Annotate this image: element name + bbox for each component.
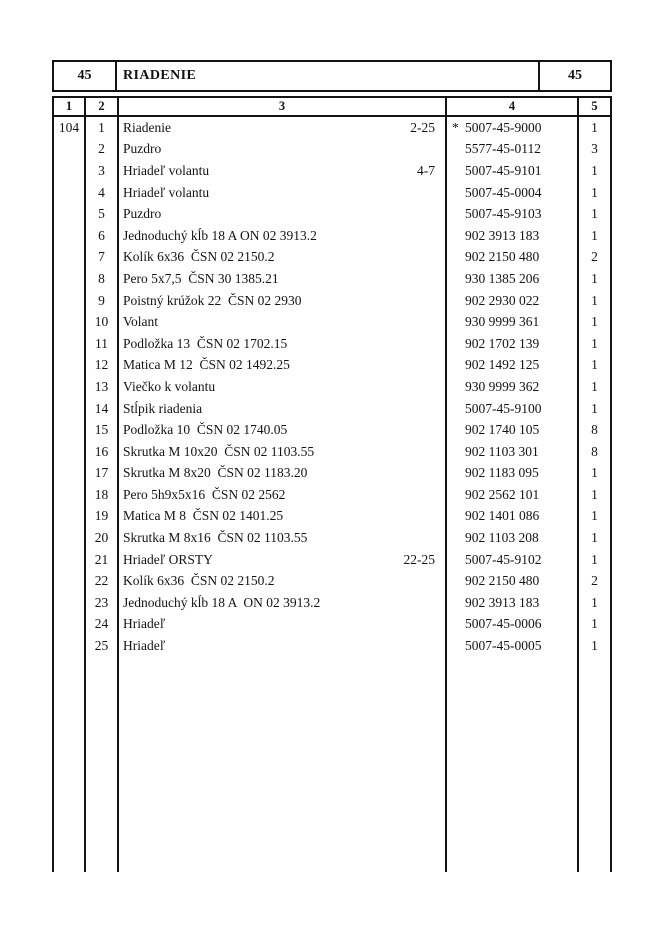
quantity-cell [579,657,610,872]
quantity-cell [579,398,610,420]
part-number: 930 1385 206 [465,270,540,286]
part-number: 5007-45-9102 [465,551,542,567]
table-number-cell [54,463,86,485]
table-number-cell [54,398,86,420]
part-number: 902 1103 208 [465,530,539,546]
position-number: 24 [94,616,109,632]
table-row [54,635,610,657]
asterisk-marker: * [452,119,459,135]
quantity-cell [579,570,610,592]
position-cell [86,182,119,204]
part-number: 902 2930 022 [465,292,540,308]
table-number-cell [54,549,86,571]
part-number: 902 1492 125 [465,357,540,373]
quantity: 1 [591,638,598,654]
part-number: 902 3913 183 [465,227,540,243]
quantity: 1 [591,530,598,546]
position-cell [86,117,119,139]
quantity: 1 [591,508,598,524]
quantity-cell [579,506,610,528]
quantity-cell [579,225,610,247]
table-row [54,570,610,592]
part-number: 902 1103 301 [465,443,539,459]
table-number-cell [54,139,86,161]
description-cell [119,506,447,528]
description-cell [119,614,447,636]
table-row [54,290,610,312]
quantity-cell [579,614,610,636]
part-number: 902 1702 139 [465,335,540,351]
description-cell [119,311,447,333]
part-number-cell [447,117,579,139]
quantity: 1 [591,335,598,351]
reference-range: 2-25 [410,119,435,135]
part-description: Stĺpik riadenia [123,400,203,416]
part-description: Hriadeľ volantu [123,162,210,178]
part-number-cell [447,225,579,247]
quantity-cell [579,484,610,506]
part-number-cell [447,549,579,571]
quantity: 1 [591,184,598,200]
part-number: 5007-45-9101 [465,162,542,178]
position-number: 15 [94,422,109,438]
description-cell [119,333,447,355]
position-cell [86,441,119,463]
position-number: 10 [94,314,109,330]
position-number: 3 [98,162,105,178]
reference-range: 22-25 [403,551,435,567]
page-title: RIADENIE [117,62,540,90]
position-number: 18 [94,486,109,502]
part-number: 5007-45-0006 [465,616,542,632]
description-cell [119,268,447,290]
part-number-cell [447,419,579,441]
part-number: 902 1401 086 [465,508,540,524]
position-number: 5 [98,206,105,222]
part-number: 5007-45-9000 [465,119,542,135]
quantity-cell [579,139,610,161]
position-number: 20 [94,530,109,546]
description-cell [119,355,447,377]
position-cell [86,225,119,247]
table-row [54,333,610,355]
quantity-cell [579,182,610,204]
description-cell [119,225,447,247]
position-cell [86,311,119,333]
quantity: 1 [591,616,598,632]
position-cell [86,247,119,269]
description-cell [119,527,447,549]
quantity: 1 [591,465,598,481]
part-description: Jednoduchý kĺb 18 A ON 02 3913.2 [123,227,317,243]
quantity: 1 [591,270,598,286]
description-cell [119,484,447,506]
position-cell [86,333,119,355]
part-number-cell [447,657,579,872]
table-number-cell [54,268,86,290]
column-header-3: 3 [119,98,447,115]
position-cell [86,484,119,506]
table-number-cell [54,117,86,139]
page-header [52,60,612,92]
quantity-cell [579,117,610,139]
part-number: 930 9999 361 [465,314,540,330]
position-cell [86,614,119,636]
table-row [54,592,610,614]
header-section-code-right: 45 [568,68,582,83]
part-number-cell [447,441,579,463]
quantity: 2 [591,249,598,265]
part-number-cell [447,463,579,485]
column-header-row [52,96,612,117]
description-cell [119,463,447,485]
table-row [54,506,610,528]
part-number-cell [447,635,579,657]
table-row [54,268,610,290]
position-cell [86,527,119,549]
part-description: Puzdro [123,141,162,157]
part-number: 902 1183 095 [465,465,539,481]
table-row [54,614,610,636]
reference-range: 4-7 [417,162,435,178]
quantity-cell [579,333,610,355]
table-number-cell [54,355,86,377]
quantity-cell [579,635,610,657]
quantity: 1 [591,227,598,243]
quantity-cell [579,592,610,614]
position-cell [86,160,119,182]
parts-table-body [52,117,612,872]
part-number-cell [447,614,579,636]
position-number: 7 [98,249,105,265]
description-cell [119,182,447,204]
table-row [54,160,610,182]
table-number-cell [54,160,86,182]
part-number: 5007-45-9100 [465,400,542,416]
table-row [54,398,610,420]
description-cell [119,376,447,398]
quantity-cell [579,419,610,441]
position-number: 8 [98,270,105,286]
part-description: Puzdro [123,206,162,222]
quantity: 1 [591,357,598,373]
table-row [54,527,610,549]
part-description: Poistný krúžok 22 ČSN 02 2930 [123,292,302,308]
table-number-cell [54,311,86,333]
table-number-cell [54,527,86,549]
position-cell [86,419,119,441]
part-description: Volant [123,314,159,330]
position-cell [86,592,119,614]
position-number: 2 [98,141,105,157]
description-cell [119,635,447,657]
position-number: 6 [98,227,105,243]
position-number: 23 [94,594,109,610]
table-number-cell [54,333,86,355]
quantity: 1 [591,314,598,330]
part-description: Pero 5h9x5x16 ČSN 02 2562 [123,486,286,502]
table-empty-space [54,657,610,872]
part-description: Hriadeľ volantu [123,184,210,200]
description-cell [119,203,447,225]
table-number-cell [54,441,86,463]
part-description: Viečko k volantu [123,378,216,394]
description-cell [119,570,447,592]
part-number: 5007-45-0005 [465,638,542,654]
position-number: 21 [94,551,109,567]
part-description: Hriadeľ [123,616,166,632]
part-number-cell [447,484,579,506]
position-cell [86,398,119,420]
table-row [54,203,610,225]
description-cell [119,657,447,872]
position-number: 25 [94,638,109,654]
position-number: 13 [94,378,109,394]
part-number-cell [447,333,579,355]
part-description: Skrutka M 8x16 ČSN 02 1103.55 [123,530,308,546]
part-description: Jednoduchý kĺb 18 A ON 02 3913.2 [123,594,321,610]
table-number-cell [54,614,86,636]
quantity: 3 [591,141,598,157]
table-row [54,419,610,441]
quantity: 1 [591,378,598,394]
table-row [54,117,610,139]
part-number: 902 2150 480 [465,573,540,589]
table-row [54,376,610,398]
table-row [54,549,610,571]
quantity: 1 [591,292,598,308]
position-cell [86,290,119,312]
quantity-cell [579,290,610,312]
part-number-cell [447,290,579,312]
part-description: Podložka 13 ČSN 02 1702.15 [123,335,288,351]
table-row [54,311,610,333]
part-number-cell [447,592,579,614]
part-number-cell [447,527,579,549]
table-number: 104 [58,119,80,135]
part-number-cell [447,160,579,182]
position-cell [86,203,119,225]
table-row [54,355,610,377]
part-description: Hriadeľ ORSTY [123,551,213,567]
table-row [54,225,610,247]
part-description: Riadenie [123,119,171,135]
table-row [54,247,610,269]
part-description: Skrutka M 8x20 ČSN 02 1183.20 [123,465,308,481]
quantity: 1 [591,400,598,416]
part-number-cell [447,203,579,225]
quantity-cell [579,355,610,377]
table-number-cell [54,376,86,398]
table-row [54,484,610,506]
position-number: 17 [94,465,109,481]
position-number: 12 [94,357,109,373]
position-cell [86,268,119,290]
part-number-cell [447,506,579,528]
table-number-cell [54,657,86,872]
description-cell [119,549,447,571]
table-number-cell [54,203,86,225]
table-row [54,463,610,485]
quantity-cell [579,376,610,398]
position-number: 22 [94,573,109,589]
part-description: Kolík 6x36 ČSN 02 2150.2 [123,249,275,265]
table-number-cell [54,570,86,592]
table-row [54,139,610,161]
table-number-cell [54,247,86,269]
description-cell [119,247,447,269]
part-number: 5007-45-9103 [465,206,542,222]
table-number-cell [54,592,86,614]
quantity: 1 [591,206,598,222]
part-number-cell [447,570,579,592]
position-number: 1 [98,119,105,135]
quantity-cell [579,311,610,333]
description-cell [119,139,447,161]
position-cell [86,549,119,571]
position-number: 9 [98,292,105,308]
table-number-cell [54,635,86,657]
part-number-cell [447,247,579,269]
quantity: 1 [591,551,598,567]
column-header-4: 4 [447,98,579,115]
table-number-cell [54,225,86,247]
quantity: 8 [591,443,598,459]
quantity: 8 [591,422,598,438]
part-description: Pero 5x7,5 ČSN 30 1385.21 [123,270,279,286]
position-number: 16 [94,443,109,459]
position-number: 11 [95,335,108,351]
quantity-cell [579,203,610,225]
table-number-cell [54,419,86,441]
quantity-cell [579,463,610,485]
part-number: 902 3913 183 [465,594,540,610]
part-number-cell [447,311,579,333]
part-number-cell [447,182,579,204]
part-description: Kolík 6x36 ČSN 02 2150.2 [123,573,275,589]
table-number-cell [54,506,86,528]
part-description: Hriadeľ [123,638,166,654]
table-row [54,182,610,204]
part-description: Skrutka M 10x20 ČSN 02 1103.55 [123,443,315,459]
table-number-cell [54,484,86,506]
part-number-cell [447,139,579,161]
part-number: 930 9999 362 [465,378,540,394]
quantity-cell [579,247,610,269]
description-cell [119,117,447,139]
description-cell [119,290,447,312]
position-number: 14 [94,400,109,416]
part-number-cell [447,376,579,398]
part-number: 902 2562 101 [465,486,540,502]
quantity: 2 [591,573,598,589]
position-cell [86,506,119,528]
position-cell [86,139,119,161]
part-description: Podložka 10 ČSN 02 1740.05 [123,422,288,438]
description-cell [119,419,447,441]
quantity: 1 [591,594,598,610]
position-cell [86,463,119,485]
part-description: Matica M 8 ČSN 02 1401.25 [123,508,284,524]
quantity-cell [579,160,610,182]
part-number: 902 1740 105 [465,422,540,438]
column-header-2: 2 [86,98,119,115]
quantity-cell [579,268,610,290]
quantity: 1 [591,486,598,502]
position-cell [86,355,119,377]
description-cell [119,592,447,614]
position-cell [86,657,119,872]
quantity-cell [579,549,610,571]
quantity-cell [579,441,610,463]
column-header-1: 1 [54,98,86,115]
table-number-cell [54,182,86,204]
table-number-cell [54,290,86,312]
description-cell [119,160,447,182]
table-row [54,441,610,463]
part-number-cell [447,355,579,377]
part-number: 5007-45-0004 [465,184,542,200]
position-cell [86,376,119,398]
position-cell [86,635,119,657]
part-number-cell [447,398,579,420]
quantity: 1 [591,162,598,178]
part-number: 5577-45-0112 [465,141,541,157]
part-number: 902 2150 480 [465,249,540,265]
quantity: 1 [591,119,598,135]
description-cell [119,441,447,463]
header-section-code-left: 45 [54,62,117,90]
part-number-cell [447,268,579,290]
position-number: 19 [94,508,109,524]
quantity-cell [579,527,610,549]
description-cell [119,398,447,420]
position-cell [86,570,119,592]
position-number: 4 [98,184,105,200]
column-header-5: 5 [591,99,598,113]
part-description: Matica M 12 ČSN 02 1492.25 [123,357,290,373]
